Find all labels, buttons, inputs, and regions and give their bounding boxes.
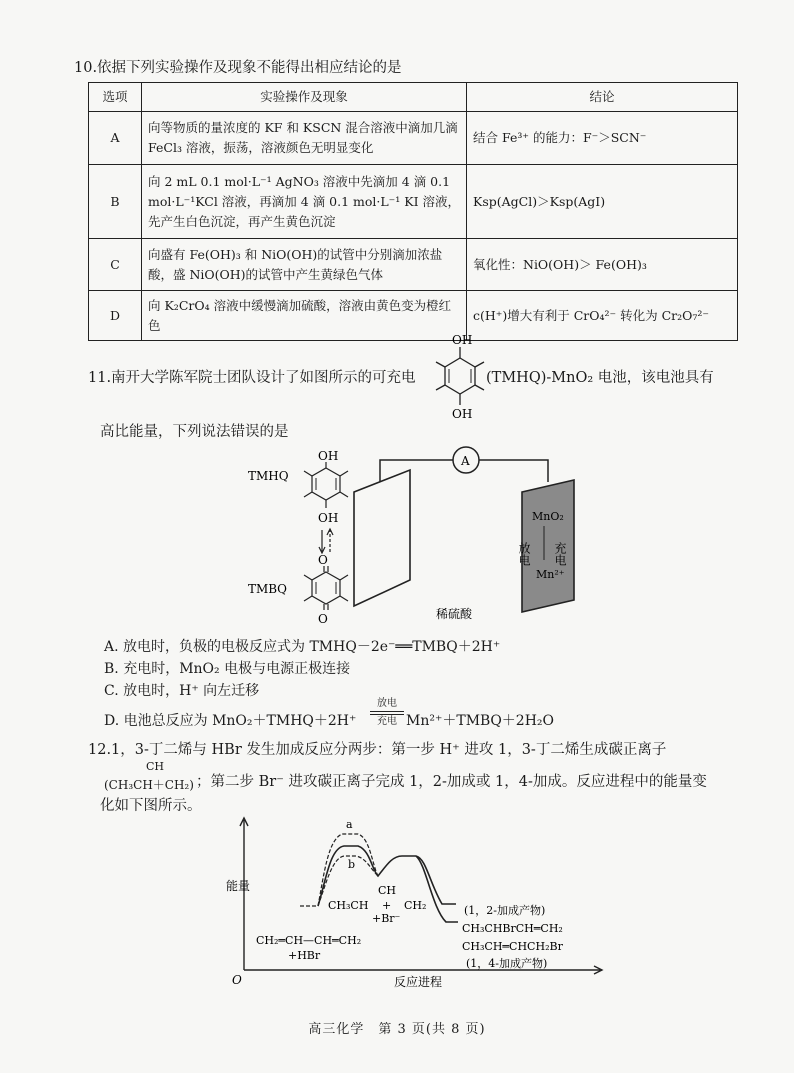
arrow-bottom-label: 充电 — [377, 716, 397, 727]
tmhq-structure-inline — [432, 330, 488, 422]
q11-option-d-right: Mn²⁺＋TMBQ＋2H₂O — [406, 713, 554, 729]
row-operation: 向 K₂CrO₄ 溶液中缓慢滴加硫酸，溶液由黄色变为橙红色 — [142, 291, 467, 341]
row-conclusion: 结合 Fe³⁺ 的能力：F⁻＞SCN⁻ — [467, 112, 738, 165]
row-option: C — [89, 239, 142, 291]
table-header-row — [89, 83, 738, 112]
intermediate-plus: + — [382, 899, 392, 912]
tmhq-label: TMHQ — [248, 469, 289, 483]
mn2-label: Mn²⁺ — [536, 568, 565, 581]
cation-top: CH — [146, 760, 165, 773]
p14-formula: CH₃CH═CHCH₂Br — [462, 940, 563, 953]
row-operation: 向盛有 Fe(OH)₃ 和 NiO(OH)的试管中分别滴加浓盐酸，盛 NiO(OH)的试管中产生黄绿色气体 — [142, 239, 467, 291]
left-electrode — [354, 470, 410, 606]
q12-line1: 12.1，3-丁二烯与 HBr 发生加成反应分两步：第一步 H⁺ 进攻 1，3-丁二烯生成碳正离子 — [88, 742, 667, 758]
energy-diagram — [220, 814, 610, 990]
q11-title-part2: (TMHQ)-MnO₂ 电池，该电池具有 — [486, 370, 714, 386]
ammeter-label: A — [461, 454, 470, 468]
x-axis-label: 反应进程 — [394, 975, 443, 989]
origin-label: O — [232, 973, 242, 987]
reactant-hbr: +HBr — [288, 949, 321, 962]
wire-right — [479, 460, 548, 482]
cation-bottom: (CH₃CH＋CH₂) — [104, 778, 194, 792]
discharge-label: 放电 — [517, 542, 531, 566]
intermediate-left: CH₃CH — [328, 899, 369, 912]
table-row — [89, 239, 738, 291]
table-row — [89, 165, 738, 239]
intermediate-br: +Br⁻ — [372, 912, 401, 925]
row-option: B — [89, 165, 142, 239]
reactant-formula: CH₂═CH—CH═CH₂ — [256, 934, 362, 947]
row-option: D — [89, 291, 142, 341]
p14-label: (1，4-加成产物) — [466, 957, 548, 970]
equilibrium-arrows — [370, 711, 404, 715]
header-operation: 实验操作及现象 — [142, 83, 467, 112]
acid-label: 稀硫酸 — [436, 607, 473, 621]
row-conclusion: c(H⁺)增大有利于 CrO₄²⁻ 转化为 Cr₂O₇²⁻ — [467, 291, 738, 341]
mno2-label: MnO₂ — [532, 510, 564, 523]
wire-left — [380, 460, 453, 482]
header-conclusion: 结论 — [467, 83, 738, 112]
q11-title-line2: 高比能量，下列说法错误的是 — [100, 424, 289, 440]
q11-option-c: C. 放电时，H⁺ 向左迁移 — [104, 683, 260, 699]
q11-option-a: A. 放电时，负极的电极反应式为 TMHQ－2e⁻══TMBQ＋2H⁺ — [104, 639, 501, 655]
q11-title-part1: 11.南开大学陈军院士团队设计了如图所示的可充电 — [88, 370, 416, 386]
oh-label-bottom: OH — [452, 407, 473, 421]
q10-table — [88, 82, 738, 341]
header-option: 选项 — [89, 83, 142, 112]
row-operation: 向 2 mL 0.1 mol·L⁻¹ AgNO₃ 溶液中先滴加 4 滴 0.1 mol·L⁻¹KCl 溶液，再滴加 4 滴 0.1 mol·L⁻¹ KI 溶液，先产生白色沉淀，再产生黄色沉淀 — [142, 165, 467, 239]
table-row — [89, 112, 738, 165]
curve-a-label: a — [346, 818, 353, 831]
page-footer: 高三化学 第 3 页(共 8 页) — [308, 1022, 486, 1037]
arrow-top-label: 放电 — [377, 698, 397, 709]
curve-a — [300, 834, 378, 906]
row-conclusion: 氧化性：NiO(OH)＞ Fe(OH)₃ — [467, 239, 738, 291]
tmhq-oh-bottom: OH — [318, 511, 339, 525]
p12-formula: CH₃CHBrCH═CH₂ — [462, 922, 563, 935]
table-row — [89, 291, 738, 341]
row-operation: 向等物质的量浓度的 KF 和 KSCN 混合溶液中滴加几滴 FeCl₃ 溶液，振荡，溶液颜色无明显变化 — [142, 112, 467, 165]
row-conclusion: Ksp(AgCl)＞Ksp(AgI) — [467, 165, 738, 239]
curve-b-label: b — [348, 858, 356, 871]
q11-option-d-arrow — [370, 698, 404, 728]
charge-label: 充电 — [553, 542, 567, 566]
tmbq-o-top: O — [318, 553, 328, 567]
tmhq-oh-top: OH — [318, 449, 339, 463]
q10-title: 10.依据下列实验操作及现象不能得出相应结论的是 — [74, 60, 402, 76]
y-label-char1: 能量 — [226, 879, 250, 893]
tmbq-o-bottom: O — [318, 612, 328, 626]
battery-diagram — [240, 440, 590, 640]
q12-line2: ；第二步 Br⁻ 进攻碳正离子完成 1，2-加成或 1，4-加成。反应进程中的能量变 — [196, 774, 707, 790]
intermediate-ch: CH — [378, 884, 397, 897]
intermediate-ch2: CH₂ — [404, 899, 427, 912]
row-option: A — [89, 112, 142, 165]
q11-option-d-left: D. 电池总反应为 MnO₂＋TMHQ＋2H⁺ — [104, 713, 357, 729]
q11-option-b: B. 充电时，MnO₂ 电极与电源正极连接 — [104, 661, 351, 677]
tmbq-label: TMBQ — [248, 582, 287, 596]
p12-label: (1，2-加成产物) — [464, 904, 546, 917]
q12-line3: 化如下图所示。 — [100, 798, 202, 814]
oh-label-top: OH — [452, 333, 473, 347]
